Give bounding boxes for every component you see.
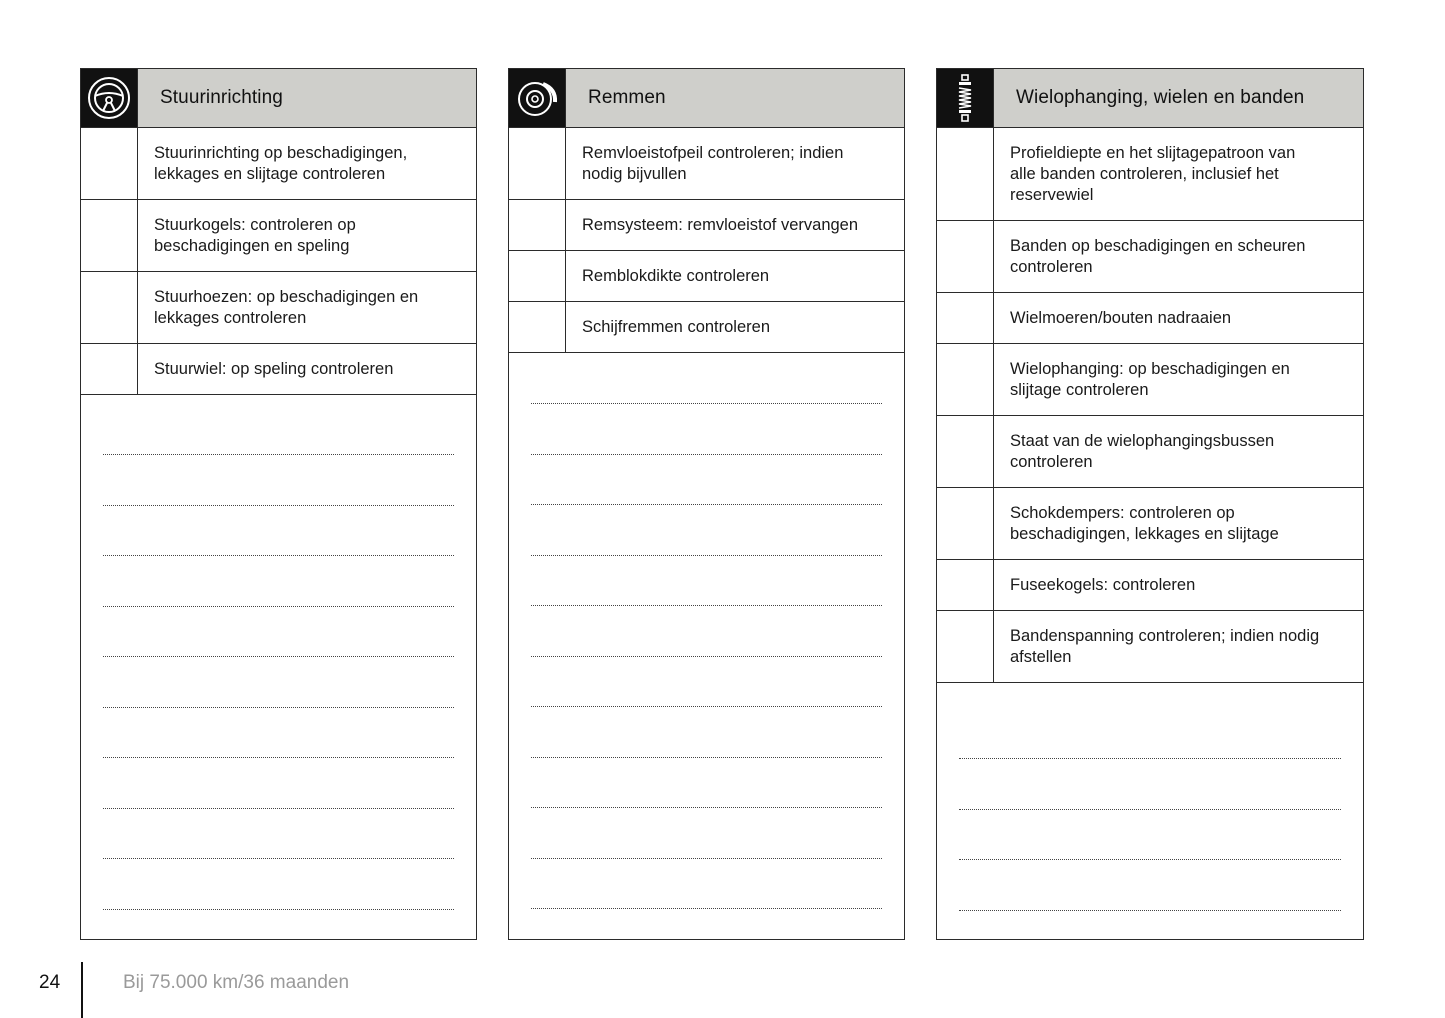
notes-lines[interactable] — [531, 403, 882, 959]
checkbox-cell[interactable] — [937, 611, 994, 682]
checklist-row — [509, 251, 904, 302]
panel-brakes — [508, 68, 905, 940]
panel-title: Wielophanging, wielen en banden — [994, 69, 1363, 127]
checkbox-cell[interactable] — [509, 200, 566, 250]
checklist-row — [509, 302, 904, 353]
checklist-item-text: Profieldiepte en het slijtagepatroon van alle banden controleren, inclusief het reservewiel — [1010, 143, 1296, 204]
checklist-item-text: Bandenspanning controleren; indien nodig afstellen — [1010, 626, 1320, 666]
checklist-item-text: Stuurhoezen: op beschadigingen en lekkages controleren — [154, 287, 419, 327]
checklist-item-text: Wielmoeren/bouten nadraaien — [1010, 308, 1232, 327]
notes-lines[interactable] — [103, 454, 454, 959]
checklist-row — [81, 200, 476, 272]
checklist-item-text: Remblokdikte controleren — [582, 266, 770, 285]
checkbox-cell[interactable] — [937, 560, 994, 610]
panel-suspension — [936, 68, 1364, 940]
checkbox-cell[interactable] — [81, 272, 138, 343]
checklist-item-text: Stuurwiel: op speling controleren — [154, 359, 394, 378]
checklist-item-text: Stuurinrichting op beschadigingen, lekkages en slijtage controleren — [154, 143, 408, 183]
steering-wheel-icon — [81, 69, 138, 127]
checklist-row — [509, 200, 904, 251]
brake-disc-icon — [509, 69, 566, 127]
checklist-item-text: Remsysteem: remvloeistof vervangen — [582, 215, 859, 234]
checklist-item-text: Banden op beschadigingen en scheuren controleren — [1010, 236, 1306, 276]
checklist-item-text: Remvloeistofpeil controleren; indien nodig bijvullen — [582, 143, 844, 183]
checklist-item-text: Fuseekogels: controleren — [1010, 575, 1196, 594]
checklist-item-text: Stuurkogels: controleren op beschadigingen en speling — [154, 215, 356, 255]
checklist-row — [937, 344, 1363, 416]
checklist-row — [81, 272, 476, 344]
checklist-item-text: Staat van de wielophangingsbussen controleren — [1010, 431, 1275, 471]
panel-title: Stuurinrichting — [138, 69, 476, 127]
checklist-item-text: Wielophanging: op beschadigingen en slijtage controleren — [1010, 359, 1290, 399]
checkbox-cell[interactable] — [509, 128, 566, 199]
panel-header — [937, 69, 1363, 128]
footer-text: Bij 75.000 km/36 maanden — [123, 972, 350, 993]
checklist-row — [937, 221, 1363, 293]
checklist-row — [81, 128, 476, 200]
checklist-row — [509, 128, 904, 200]
checkbox-cell[interactable] — [937, 221, 994, 292]
checkbox-cell[interactable] — [937, 416, 994, 487]
checkbox-cell[interactable] — [937, 293, 994, 343]
checkbox-cell[interactable] — [937, 488, 994, 559]
checklist-item-text: Schijfremmen controleren — [582, 317, 770, 336]
checklist-row — [937, 611, 1363, 683]
checkbox-cell[interactable] — [509, 302, 566, 352]
checklist-row — [937, 560, 1363, 611]
page-number: 24 — [39, 972, 61, 993]
notes-lines[interactable] — [959, 758, 1341, 960]
checklist-row — [937, 293, 1363, 344]
checkbox-cell[interactable] — [509, 251, 566, 301]
checklist-item-text: Schokdempers: controleren op beschadigingen, lekkages en slijtage — [1010, 503, 1279, 543]
checklist-row — [937, 488, 1363, 560]
checklist-row — [937, 128, 1363, 221]
panel-steering — [80, 68, 477, 940]
footer-divider — [81, 962, 83, 1018]
checkbox-cell[interactable] — [81, 200, 138, 271]
checkbox-cell[interactable] — [937, 128, 994, 220]
shock-absorber-icon — [937, 69, 994, 127]
checkbox-cell[interactable] — [937, 344, 994, 415]
checkbox-cell[interactable] — [81, 128, 138, 199]
checkbox-cell[interactable] — [81, 344, 138, 394]
checklist-row — [81, 344, 476, 395]
checklist-row — [937, 416, 1363, 488]
panel-title: Remmen — [566, 69, 904, 127]
panel-header — [509, 69, 904, 128]
panel-header — [81, 69, 476, 128]
